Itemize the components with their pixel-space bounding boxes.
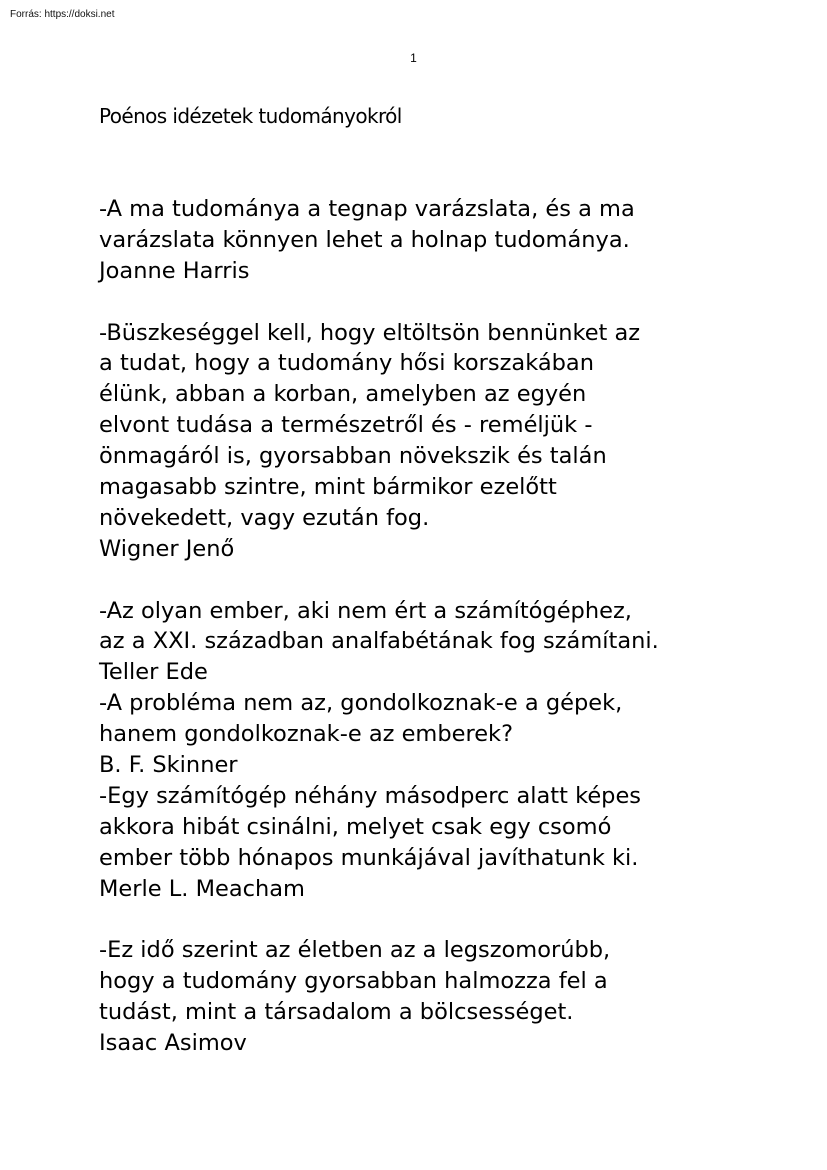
quote-author: Isaac Asimov bbox=[99, 1030, 247, 1057]
quote-line: tudást, mint a társadalom a bölcsességet. bbox=[99, 999, 574, 1026]
quote-line: akkora hibát csinálni, melyet csak egy csomó bbox=[99, 813, 612, 840]
quote-line: önmagáról is, gyorsabban növekszik és talán bbox=[99, 443, 607, 470]
paragraph-spacer bbox=[99, 287, 799, 318]
source-label: Forrás: https://doksi.net bbox=[10, 9, 115, 20]
quote-line: -Egy számítógép néhány másodperc alatt képes bbox=[99, 782, 642, 809]
quote-author: Teller Ede bbox=[99, 659, 208, 686]
quote-author: Joanne Harris bbox=[99, 257, 250, 284]
quote-line: hogy a tudomány gyorsabban halmozza fel a bbox=[99, 968, 608, 995]
quote-line: ember több hónapos munkájával javíthatunk ki. bbox=[99, 844, 639, 871]
quote-line: a tudat, hogy a tudomány hősi korszakában bbox=[99, 350, 594, 377]
paragraph-spacer bbox=[99, 904, 799, 935]
quote-line: -Ez idő szerint az életben az a legszomorúbb, bbox=[99, 937, 611, 964]
quote-line: magasabb szintre, mint bármikor ezelőtt bbox=[99, 474, 557, 501]
quote-author: Merle L. Meacham bbox=[99, 875, 305, 902]
page-number: 1 bbox=[410, 51, 417, 65]
quote-author: Wigner Jenő bbox=[99, 535, 235, 562]
paragraph-spacer bbox=[99, 565, 799, 596]
page-title: Poénos idézetek tudományokról bbox=[99, 104, 402, 128]
quote-line: az a XXI. században analfabétának fog számítani. bbox=[99, 628, 659, 655]
quote-line: elvont tudása a természetről és - reméljük - bbox=[99, 412, 593, 439]
quote-line: hanem gondolkoznak-e az emberek? bbox=[99, 721, 514, 748]
quote-line: -Büszkeséggel kell, hogy eltöltsön bennünket az bbox=[99, 319, 641, 346]
quote-line: -A probléma nem az, gondolkoznak-e a gépek, bbox=[99, 690, 623, 717]
quote-line: élünk, abban a korban, amelyben az egyén bbox=[99, 381, 587, 408]
quote-line: növekedett, vagy ezután fog. bbox=[99, 504, 430, 531]
quote-author: B. F. Skinner bbox=[99, 752, 238, 779]
quote-line: varázslata könnyen lehet a holnap tudománya. bbox=[99, 226, 630, 253]
quote-list bbox=[99, 194, 799, 1059]
quote-line: -Az olyan ember, aki nem ért a számítógéphez, bbox=[99, 597, 632, 624]
quote-line: -A ma tudománya a tegnap varázslata, és a ma bbox=[99, 196, 635, 222]
